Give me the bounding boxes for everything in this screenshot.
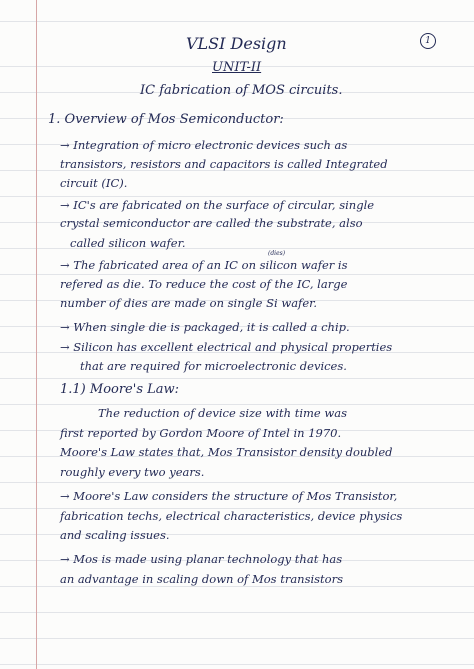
- margin-line: [36, 0, 37, 669]
- text-line: that are required for microelectronic devices.: [80, 359, 347, 373]
- annotation: (dies): [268, 250, 286, 257]
- text-line: → When single die is packaged, it is called a chip.: [60, 320, 350, 334]
- page-title: VLSI Design: [186, 34, 287, 53]
- text-line: → Moore's Law considers the structure of Mos Transistor,: [60, 489, 398, 503]
- text-line: circuit (IC).: [60, 176, 128, 190]
- unit-heading: UNIT-II: [212, 60, 262, 75]
- text-line: number of dies are made on single Si wafer.: [60, 296, 318, 310]
- text-line: → IC's are fabricated on the surface of circular, single: [60, 198, 375, 212]
- chapter-subtitle: IC fabrication of MOS circuits.: [140, 83, 343, 98]
- text-line: → The fabricated area of an IC on silicon wafer is: [60, 258, 348, 272]
- text-line: transistors, resistors and capacitors is called Integrated: [60, 157, 388, 171]
- text-line: The reduction of device size with time was: [98, 406, 347, 420]
- text-line: and scaling issues.: [60, 528, 170, 542]
- text-line: → Integration of micro electronic devices such as: [60, 138, 348, 152]
- page-number: 1: [420, 33, 436, 49]
- section-heading-moores-law: 1.1) Moore's Law:: [60, 382, 180, 397]
- text-line: roughly every two years.: [60, 465, 205, 479]
- text-line: → Mos is made using planar technology that has: [60, 552, 343, 566]
- text-line: refered as die. To reduce the cost of the IC, large: [60, 277, 348, 291]
- text-line: called silicon wafer.: [70, 236, 186, 250]
- text-line: crystal semiconductor are called the substrate, also: [60, 216, 363, 230]
- text-line: an advantage in scaling down of Mos transistors: [60, 572, 344, 586]
- text-line: fabrication techs, electrical characteristics, device physics: [60, 509, 403, 523]
- section-heading-overview: 1. Overview of Mos Semiconductor:: [48, 112, 284, 127]
- text-line: first reported by Gordon Moore of Intel in 1970.: [60, 426, 342, 440]
- text-line: → Silicon has excellent electrical and physical properties: [60, 340, 393, 354]
- text-line: Moore's Law states that, Mos Transistor density doubled: [60, 445, 393, 459]
